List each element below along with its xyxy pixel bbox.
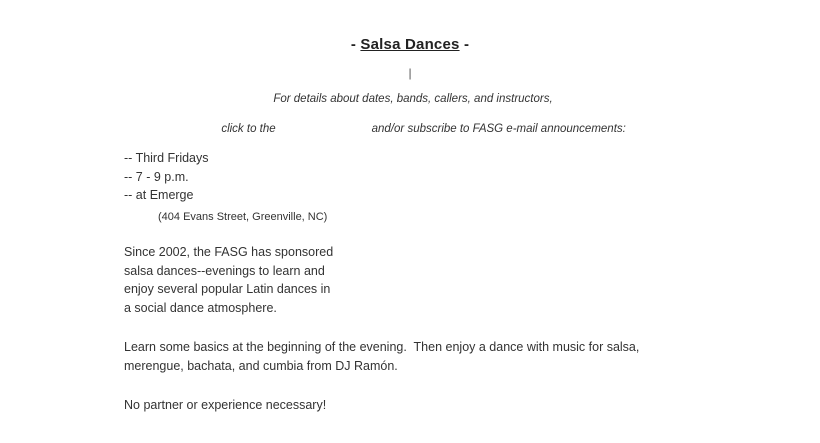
paragraph-history-line-2: salsa dances--evenings to learn and: [124, 263, 325, 278]
detail-address: (404 Evans Street, Greenville, NC): [158, 210, 328, 223]
intro-click-text: click to the: [221, 123, 276, 135]
title-text: Salsa Dances: [360, 36, 460, 53]
paragraph-no-partner-line-1: No partner or experience necessary!: [124, 398, 327, 412]
paragraph-no-partner: [124, 396, 764, 415]
event-details: [124, 149, 327, 226]
detail-time: -- 7 - 9 p.m.: [124, 169, 189, 184]
body-text: [124, 243, 764, 415]
detail-day: -- Third Fridays: [124, 151, 209, 165]
paragraph-lesson: [124, 338, 764, 375]
intro-line-1: For details about dates, bands, callers, and instructors,: [273, 93, 553, 105]
divider-pipe: [0, 66, 820, 80]
paragraph-lesson-line-2: merengue, bachata, and cumbia from DJ Ramón.: [124, 358, 398, 373]
title-dash-right: -: [463, 36, 470, 53]
intro-line-2: [0, 111, 820, 147]
intro-subscribe-text: and/or subscribe to FASG e-mail announcements:: [371, 123, 626, 135]
paragraph-history-line-1: Since 2002, the FASG has sponsored: [124, 245, 334, 259]
paragraph-lesson-line-1: Learn some basics at the beginning of the evening. Then enjoy a dance with music for salsa,: [124, 340, 640, 354]
title-dash-left: -: [350, 36, 357, 53]
paragraph-history-line-4: a social dance atmosphere.: [124, 300, 277, 315]
paragraph-history-line-3: enjoy several popular Latin dances in: [124, 282, 331, 296]
divider-pipe-text: |: [408, 66, 412, 80]
intro-block: [0, 93, 820, 147]
detail-venue: -- at Emerge: [124, 188, 194, 202]
paragraph-history: [124, 243, 764, 317]
page-title: [0, 36, 820, 53]
